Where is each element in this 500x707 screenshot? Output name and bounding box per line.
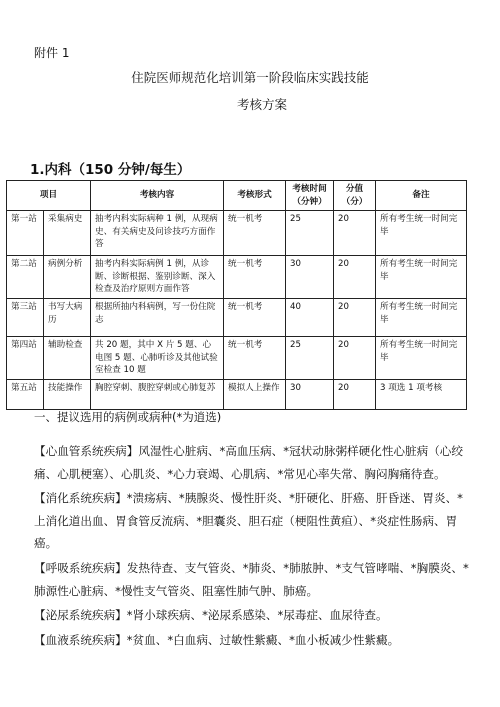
- document-subtitle: 考核方案: [236, 97, 287, 112]
- format-cell: 统一机考: [224, 256, 286, 299]
- format-cell: 统一机考: [224, 211, 286, 256]
- notes-cell: 所有考生统一时间完毕: [376, 299, 467, 337]
- header-content: 考核内容: [91, 181, 224, 211]
- score-cell: 20: [334, 211, 376, 256]
- item-cell: 技能操作: [44, 379, 91, 409]
- score-cell: 20: [334, 337, 376, 380]
- header-format: 考核形式: [224, 181, 286, 211]
- section-heading: 1.内科（150 分钟/每生）: [30, 162, 191, 178]
- paragraph-urinary: 【泌尿系统疾病】*肾小球疾病、*泌尿系感染、*尿毒症、血尿待查。: [34, 608, 388, 623]
- table-row: [7, 211, 467, 256]
- header-notes: 备注: [376, 181, 467, 211]
- format-cell: 模拟人上操作: [224, 379, 286, 409]
- notes-cell: 所有考生统一时间完毕: [376, 211, 467, 256]
- paragraph-cardiovascular: 【心血管系统疾病】风湿性心脏病、*高血压病、*冠状动脉粥样硬化性心脏病（心绞痛、心肌梗塞）、心肌炎、*心力衰竭、心肌病、*常见心率失常、胸闷胸痛待查。: [34, 444, 463, 481]
- notes-cell: 所有考生统一时间完毕: [376, 256, 467, 299]
- attachment-label: 附件 1: [34, 46, 70, 60]
- format-cell: 统一机考: [224, 299, 286, 337]
- item-cell: 采集病史: [44, 211, 91, 256]
- content-cell: 共 20 题，其中 X 片 5 题、心电图 5 题、心肺听诊及其他试验室检查 10 题: [91, 337, 224, 380]
- time-cell: 25: [286, 211, 334, 256]
- content-cell: 抽考内科实际病种 1 例，从现病史、有关病史及问诊技巧方面作答: [91, 211, 224, 256]
- header-score: 分值（分）: [334, 181, 376, 211]
- content-cell: 根据所抽内科病例，写一份住院志: [91, 299, 224, 337]
- station-cell: 第四站: [7, 337, 44, 380]
- score-cell: 20: [334, 256, 376, 299]
- item-cell: 辅助检查: [44, 337, 91, 380]
- paragraph-respiratory: 【呼吸系统疾病】发热待查、支气管炎、*肺炎、*肺脓肿、*支气管哮喘、*胸膜炎、*肺源性心脏病、*慢性支气管炎、阻塞性肺气肿、肺癌。: [34, 560, 469, 598]
- format-cell: 统一机考: [224, 337, 286, 380]
- table-row: [7, 299, 467, 337]
- station-cell: 第五站: [7, 379, 44, 409]
- item-cell: 书写大病历: [44, 299, 91, 337]
- time-cell: 30: [286, 256, 334, 299]
- time-cell: 25: [286, 337, 334, 380]
- content-cell: 抽考内科实际病例 1 例，从诊断、诊断根据、鉴别诊断、深入检查及治疗原则方面作答: [91, 256, 224, 299]
- time-cell: 30: [286, 379, 334, 409]
- content-cell: 胸腔穿刺、腹腔穿刺或心肺复苏: [91, 379, 224, 409]
- notes-cell: 所有考生统一时间完毕: [376, 337, 467, 380]
- table-row: [7, 379, 467, 409]
- paragraph-digestive: 【消化系统疾病】*溃疡病、*胰腺炎、慢性肝炎、*肝硬化、肝癌、肝昏迷、胃炎、*上消化道出血、胃食管反流病、*胆囊炎、胆石症（梗阻性黄疸）、*炎症性肠病、胃癌。: [34, 491, 463, 551]
- station-cell: 第二站: [7, 256, 44, 299]
- item-cell: 病例分析: [44, 256, 91, 299]
- disease-list: [34, 440, 474, 653]
- table-header-row: [7, 181, 467, 211]
- table-row: [7, 256, 467, 299]
- notes-cell: 3 项选 1 项考核: [376, 379, 467, 409]
- station-cell: 第一站: [7, 211, 44, 256]
- score-cell: 20: [334, 379, 376, 409]
- time-cell: 40: [286, 299, 334, 337]
- station-cell: 第三站: [7, 299, 44, 337]
- document-title: 住院医师规范化培训第一阶段临床实践技能: [131, 70, 369, 85]
- paragraph-blood: 【血液系统疾病】*贫血、*白血病、过敏性紫癜、*血小板减少性紫癜。: [34, 632, 400, 647]
- score-cell: 20: [334, 299, 376, 337]
- table-row: [7, 337, 467, 380]
- header-time: 考核时间（分钟）: [286, 181, 334, 211]
- header-project: 项目: [7, 181, 91, 211]
- exam-table: [6, 180, 467, 410]
- subheading: 一、提议选用的病例或病种(*为逍选): [34, 410, 222, 424]
